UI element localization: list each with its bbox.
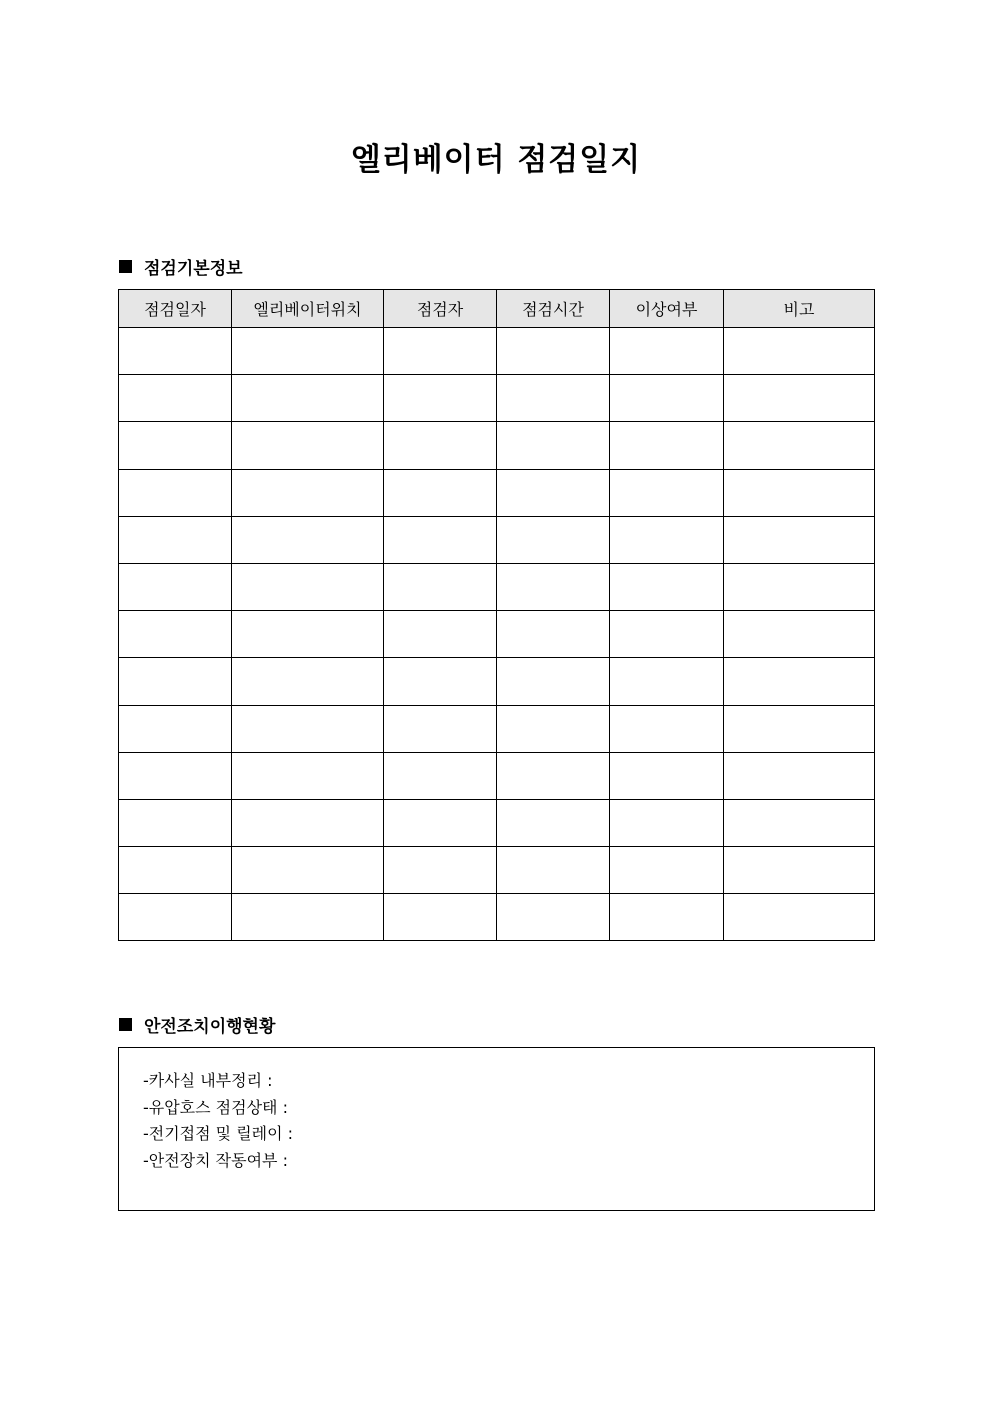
table-cell[interactable] <box>724 752 875 799</box>
section-heading-safety <box>119 1012 275 1037</box>
table-cell[interactable] <box>384 422 497 469</box>
table-cell[interactable] <box>119 799 232 846</box>
safety-item-hydraulic-hose: -유압호스 점검상태 : <box>143 1097 288 1117</box>
table-cell[interactable] <box>610 752 724 799</box>
table-cell[interactable] <box>497 328 610 375</box>
table-cell[interactable] <box>610 516 724 563</box>
table-cell[interactable] <box>232 705 384 752</box>
table-row <box>119 516 875 563</box>
table-cell[interactable] <box>232 469 384 516</box>
table-row <box>119 658 875 705</box>
table-cell[interactable] <box>384 328 497 375</box>
table-cell[interactable] <box>232 847 384 894</box>
table-row <box>119 799 875 846</box>
table-cell[interactable] <box>384 516 497 563</box>
table-row <box>119 375 875 422</box>
table-cell[interactable] <box>384 705 497 752</box>
table-cell[interactable] <box>384 799 497 846</box>
table-cell[interactable] <box>232 658 384 705</box>
document-title: 엘리베이터 점검일지 <box>350 142 642 178</box>
table-cell[interactable] <box>497 658 610 705</box>
table-row <box>119 422 875 469</box>
column-header-date: 점검일자 <box>119 290 232 328</box>
table-cell[interactable] <box>610 563 724 610</box>
table-cell[interactable] <box>384 894 497 941</box>
table-cell[interactable] <box>497 611 610 658</box>
table-cell[interactable] <box>610 847 724 894</box>
table-cell[interactable] <box>724 847 875 894</box>
table-header-row <box>119 290 875 328</box>
table-cell[interactable] <box>610 611 724 658</box>
table-cell[interactable] <box>724 611 875 658</box>
table-cell[interactable] <box>497 516 610 563</box>
table-row <box>119 705 875 752</box>
column-header-time: 점검시간 <box>497 290 610 328</box>
table-cell[interactable] <box>724 799 875 846</box>
inspection-table <box>118 289 875 941</box>
table-cell[interactable] <box>232 894 384 941</box>
table-cell[interactable] <box>497 799 610 846</box>
column-header-remarks: 비고 <box>724 290 875 328</box>
table-cell[interactable] <box>610 894 724 941</box>
table-cell[interactable] <box>119 894 232 941</box>
table-cell[interactable] <box>232 422 384 469</box>
table-cell[interactable] <box>497 752 610 799</box>
table-cell[interactable] <box>119 516 232 563</box>
section-heading-basic-info <box>119 254 243 279</box>
table-row <box>119 894 875 941</box>
table-cell[interactable] <box>610 328 724 375</box>
table-cell[interactable] <box>119 847 232 894</box>
table-row <box>119 328 875 375</box>
table-cell[interactable] <box>610 705 724 752</box>
section-heading-label: 점검기본정보 <box>144 259 243 279</box>
table-cell[interactable] <box>119 422 232 469</box>
table-cell[interactable] <box>119 658 232 705</box>
table-cell[interactable] <box>384 563 497 610</box>
table-cell[interactable] <box>724 563 875 610</box>
table-cell[interactable] <box>610 469 724 516</box>
table-cell[interactable] <box>119 611 232 658</box>
table-cell[interactable] <box>724 469 875 516</box>
table-cell[interactable] <box>610 375 724 422</box>
table-cell[interactable] <box>497 422 610 469</box>
table-cell[interactable] <box>610 658 724 705</box>
table-cell[interactable] <box>232 611 384 658</box>
table-cell[interactable] <box>724 328 875 375</box>
table-cell[interactable] <box>724 375 875 422</box>
black-square-icon <box>119 1018 132 1031</box>
column-header-inspector: 점검자 <box>384 290 497 328</box>
table-cell[interactable] <box>384 469 497 516</box>
table-cell[interactable] <box>724 894 875 941</box>
table-cell[interactable] <box>497 469 610 516</box>
table-cell[interactable] <box>232 752 384 799</box>
safety-item-car-interior: -카사실 내부정리 : <box>143 1071 273 1090</box>
table-cell[interactable] <box>384 658 497 705</box>
table-cell[interactable] <box>724 516 875 563</box>
table-row <box>119 469 875 516</box>
table-cell[interactable] <box>497 894 610 941</box>
table-row <box>119 563 875 610</box>
column-header-location: 엘리베이터위치 <box>232 290 384 328</box>
black-square-icon <box>119 260 132 273</box>
table-cell[interactable] <box>497 705 610 752</box>
table-cell[interactable] <box>384 847 497 894</box>
table-cell[interactable] <box>119 752 232 799</box>
table-cell[interactable] <box>610 422 724 469</box>
table-cell[interactable] <box>119 328 232 375</box>
table-cell[interactable] <box>119 375 232 422</box>
table-cell[interactable] <box>384 611 497 658</box>
table-cell[interactable] <box>119 705 232 752</box>
table-cell[interactable] <box>724 705 875 752</box>
table-cell[interactable] <box>119 563 232 610</box>
table-cell[interactable] <box>232 516 384 563</box>
table-cell[interactable] <box>497 375 610 422</box>
table-cell[interactable] <box>384 752 497 799</box>
table-cell[interactable] <box>232 328 384 375</box>
table-row <box>119 752 875 799</box>
table-cell[interactable] <box>232 799 384 846</box>
table-cell[interactable] <box>610 799 724 846</box>
table-cell[interactable] <box>724 658 875 705</box>
safety-item-safety-device: -안전장치 작동여부 : <box>143 1150 288 1170</box>
safety-item-electrical-contacts: -전기접점 및 릴레이 : <box>143 1124 294 1143</box>
safety-measures-box <box>118 1047 875 1211</box>
table-cell[interactable] <box>497 847 610 894</box>
table-cell[interactable] <box>232 375 384 422</box>
table-cell[interactable] <box>384 375 497 422</box>
table-row <box>119 847 875 894</box>
table-row <box>119 611 875 658</box>
table-cell[interactable] <box>232 563 384 610</box>
column-header-abnormal: 이상여부 <box>610 290 724 328</box>
table-cell[interactable] <box>497 563 610 610</box>
section-heading-label: 안전조치이행현황 <box>144 1017 276 1037</box>
table-cell[interactable] <box>119 469 232 516</box>
table-cell[interactable] <box>724 422 875 469</box>
